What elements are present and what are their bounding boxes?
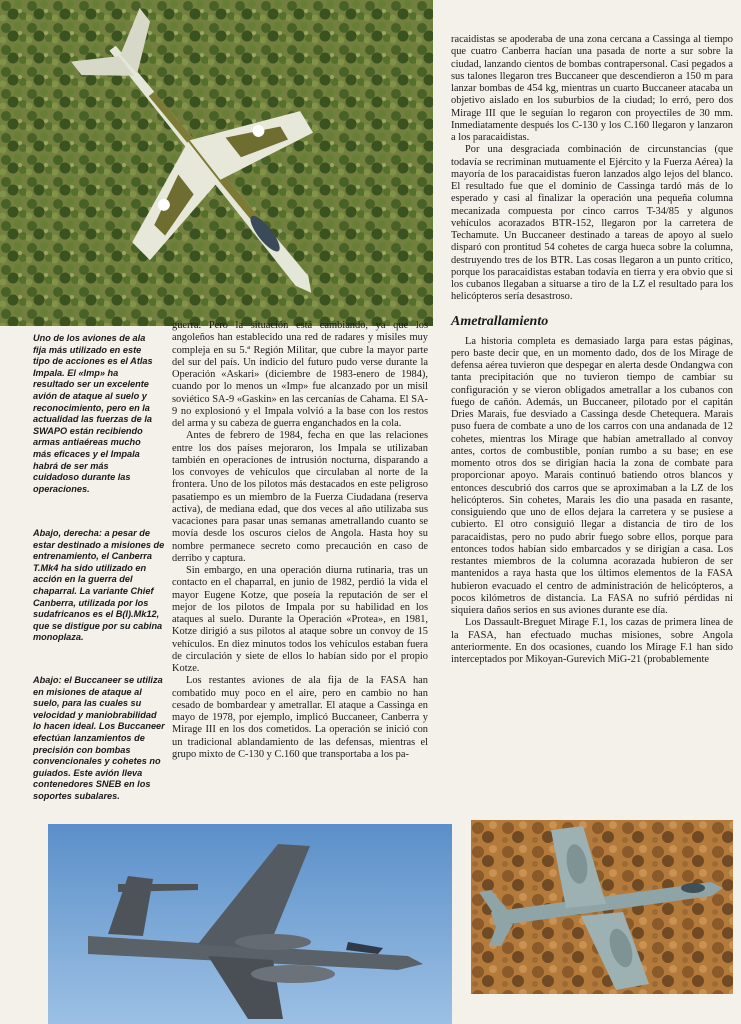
paragraph: Antes de febrero de 1984, fecha en que las relaciones entre los dos países mejoraron, los Impala se utilizaban también en operaciones de intrusión nocturna, disparando a los convoyes de vehículos que circulaban al norte de la frontera. Uno de los pilotos más destacados en este peligroso pasatiempo es un miembro de la Fuerza Ciudadana (reserva activa), de mediana edad, que dos veces al año utilizaba sus vacaciones para pasar unas semanas ametrallando cuanto se movía desde los oscuros cielos de Angola. Hasta hoy su nombre permanece secreto como precaución en caso de derribo y captura.	[172, 430, 428, 564]
impala-photo	[0, 0, 433, 326]
paragraph: Sin embargo, en una operación diurna rutinaria, tras un contacto en el chaparral, en junio de 1982, perdió la vida el mayor Eugene Kotze, que poseía la reputación de ser el mejor de los pilotos de Impala por su habilidad en los ataques al suelo. Durante la Operación «Protea», en 1981, Kotze dirigió a sus pilotos al ataque sobre un convoy de 15 vehículos. En diez minutos todos los vehículos estaban fuera de circulación y siete de ellos lo habían sido por el propio Kotze.	[172, 565, 428, 674]
paragraph: racaidistas se apoderaba de una zona cercana a Cassinga al tiempo que cuatro Canberra hacían una pasada de norte a sur sobre la ciudad, lanzando cientos de bombas contrapersonal. Casi pegados a sus talones llegaron tres Buccaneer que descendieron a 150 m para lanzar bombas de 454 kg, mientras un cuarto Buccaneer atacaba un objetivo aislado en los suburbios de la ciudad; lo erró, pero dos Mirage III que le seguían lo regaron con proyectiles de 30 mm. Inmediatamente después los C-130 y los C.160 llegaron y lanzaron a los paracaidistas.	[451, 34, 733, 143]
article-column-middle	[172, 320, 428, 761]
paragraph: La historia completa es demasiado larga para estas páginas, pero baste decir que, en un momento dado, dos de los Mirage de defensa aérea tuvieron que despegar en alerta desde Ondangwa con tanta precipitación que no tuvieron tiempo de cambiar su configuración y se vieron obligados ametrallar a los cubanos con fuego de cañón. Además, un Buccaneer, pilotado por el capitán Dries Marais, fue desviado a Cassinga desde Chetequera. Marais puso fuera de combate a uno de los carros con una andanada de 12 cohetes, mientras los Mirage que habían ametrallado al convoy antes, cortos de combustible, ponían rumbo a su base; en ese momento otros dos se dirigían hacia la zona de combate para proporcionar apoyo. Marais continuó batiendo otros blancos y entonces descubrió dos carros que se aproximaban a la LZ de los helicópteros. Sin cohetes, Marais les dio una pasada en rasante, consiguiendo que uno de ellos dejara la carretera y se pusiese a cubierto. El otro consiguió llegar a distancia de tiro de los paracaidistas, pero no pudo abrir fuego sobre ellos, porque para entonces todos habían sido embarcados y se dirigían a casa. Los restantes miembros de la columna acorazada hubieron de ser mantenidos a raya hasta que los últimos elementos de la FASA hubieron evacuado el centro de administración de helicópteros, a pocos kilómetros de distancia. La FASA no sufrió pérdidas ni siquiera daños serios en sus aviones durante ese día.	[451, 335, 733, 616]
paragraph: Los Dassault-Breguet Mirage F.1, los cazas de primera línea de la FASA, han efectuado muchas misiones, sobre Angola anteriormente. En dos ocasiones, cuando los Mirage F.1 han sido interceptados por Mikoyan-Gurevich MiG-21 (probablemente	[451, 617, 733, 665]
section-heading: Ametrallamiento	[451, 313, 549, 329]
caption-canberra: Abajo, derecha: a pesar de estar destinado a misiones de entrenamiento, el Canberra T.Mk4 ha sido utilizado en acción en la guerra del chaparral. La variante Chief Canberra, utilizada por los sudafricanos es el B(I).Mk12, que se distigue por su cabina monoplaza.	[33, 528, 165, 643]
paragraph: guerra. Pero la situación está cambiando, ya que los angoleños han establecido una red de radares y misiles muy compleja en su 5.ª Región Militar, que cubre la mayor parte del sur del país. Un indicio del futuro pudo verse durante la Operación «Askari» (diciembre de 1983-enero de 1984), cuando por lo menos un «Imp» fue alcanzado por un misil soviético SA-9 «Gaskin» en las cercanías de Cahama. El SA-9 no explosionó y el Impala volvió a la base con los restos del arma y su cabeza de guerra enganchados en la cola.	[172, 320, 428, 429]
caption-impala: Uno de los aviones de ala fija más utilizado en este tipo de acciones es el Atlas Impala. El «Imp» ha resultado ser un excelente avión de ataque al suelo y reconocimiento, pero en la actualidad las fuerzas de la SWAPO están recibiendo armas antiaéreas mucho más eficaces y el Impala habrá de ser más cuidadoso durante las operaciones.	[33, 333, 153, 494]
paragraph: Los restantes aviones de ala fija de la FASA han combatido muy poco en el aire, pero en cambio no han cesado de bombardear y ametrallar. El ataque a Cassinga en mayo de 1978, por ejemplo, implicó Buccaneer, Canberra y Mirage III en los dos cometidos. La operación se inició con un tradicional ablandamiento de las defensas, mientras el grupo mixto de C-130 y C.160 que transportaba a los pa-	[172, 675, 428, 760]
buccaneer-photo	[48, 824, 452, 1024]
canberra-photo	[471, 820, 733, 994]
article-column-right	[451, 34, 733, 666]
caption-buccaneer: Abajo: el Buccaneer se utiliza en misiones de ataque al suelo, para las cuales su velocidad y maniobrabilidad lo hacen ideal. Los Buccaneer efectúan lanzamientos de precisión con bombas convencionales y cohetes no guiados. Este avión lleva contenedores SNEB en los soportes subalares.	[33, 675, 165, 801]
paragraph: Por una desgraciada combinación de circunstancias (que todavía se recriminan mutuamente el Ejército y la Fuerza Aérea) la mayoría de los paracaidistas fueron lanzados algo lejos del blanco. El resultado fue que el dominio de Cassinga tardó más de lo esperado y casi al finalizar la operación una pequeña columna mecanizada compuesta por cinco carros T-34/85 y algunos vehículos acorazados BTR-152, llegaron por la carretera de Techamute. Un Buccaneer destinado a tareas de apoyo al suelo disparó con prontitud 54 cohetes de carga hueca sobre la columna, destruyendo tres de los BTR. Las cosas llegaron a un punto crítico, porque los paracaidistas estaban todavía en tierra y era obvio que si los cubanos llegaban a situarse a tiro de la LZ el resultado para los helicópteros sería desastroso.	[451, 144, 733, 303]
